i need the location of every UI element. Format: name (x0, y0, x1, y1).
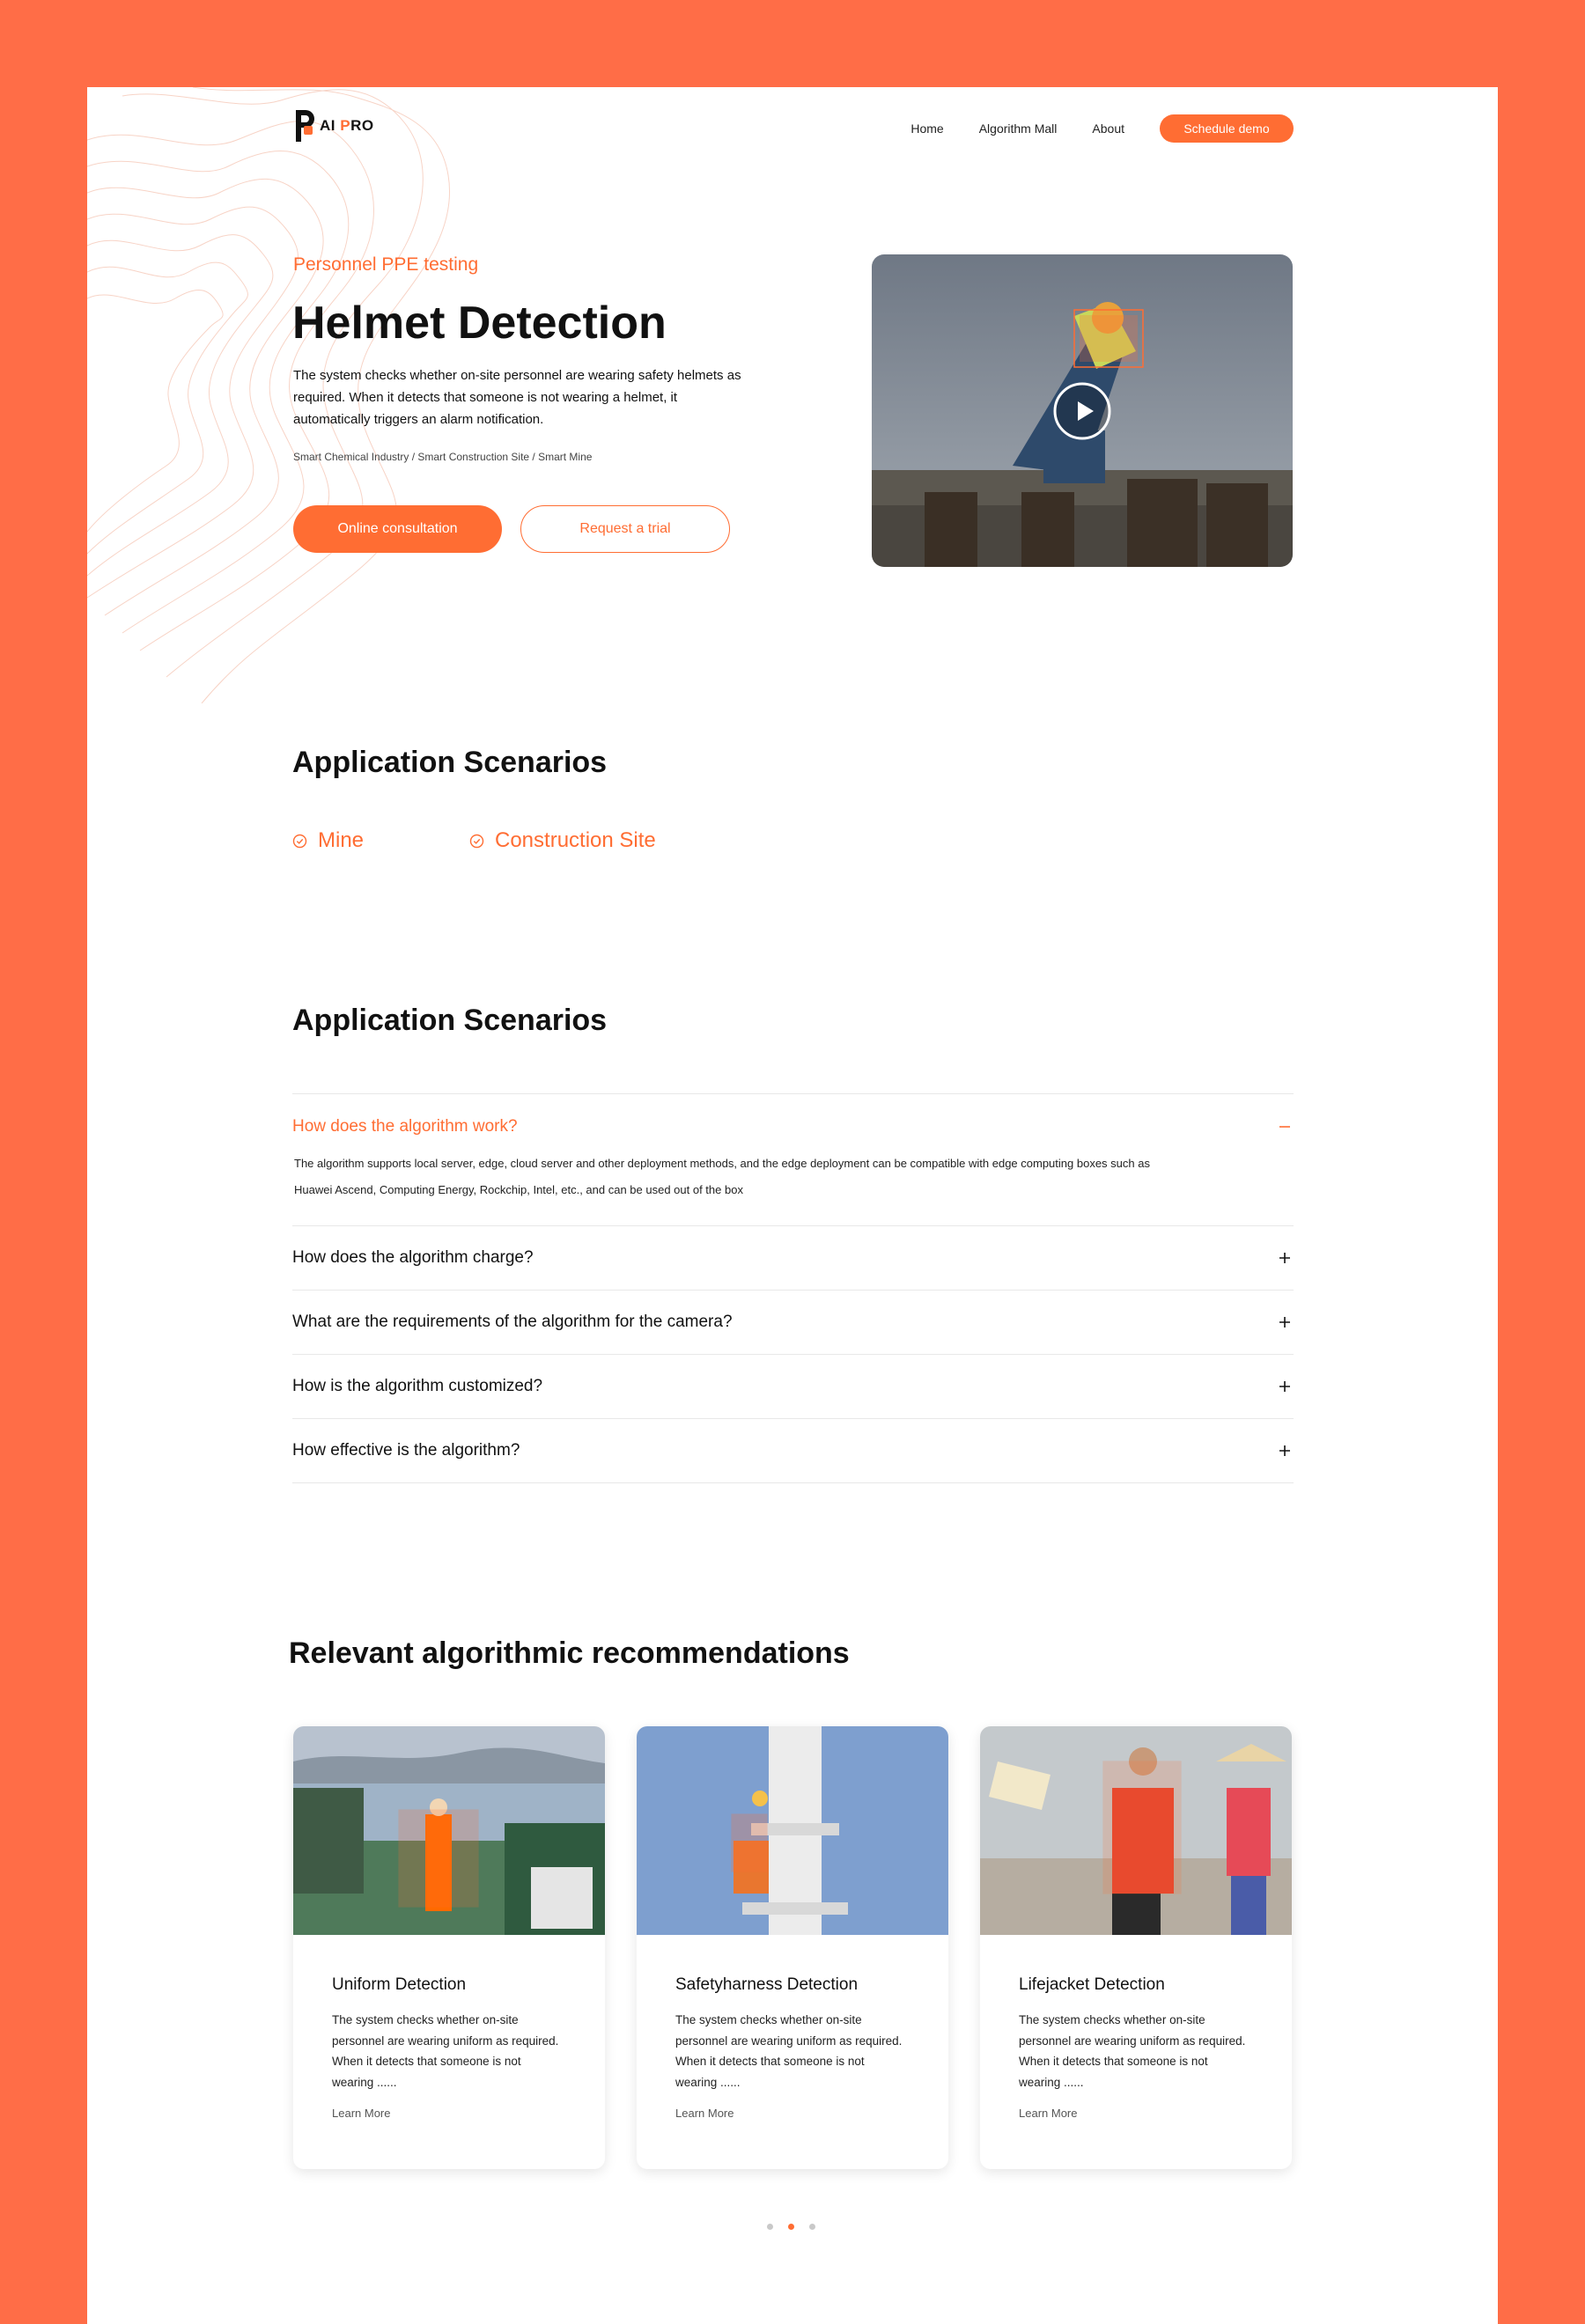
faq-question-text: How is the algorithm customized? (292, 1377, 543, 1395)
lifejacket-detection-image (980, 1726, 1292, 1935)
check-circle-icon (469, 834, 484, 849)
faq-answer: The algorithm supports local server, edge, cloud server and other deployment methods, and the edge deployment can be compatible with edge computing boxes such as Huawei Ascend, Computing Energy, Rockchip, Intel, etc., and can be used out of the box (294, 1157, 1150, 1196)
card-title: Uniform Detection (332, 1975, 467, 1994)
learn-more-link[interactable]: Learn More (1019, 2107, 1078, 2120)
plus-icon[interactable] (1278, 1444, 1292, 1458)
safety-harness-detection-image (637, 1726, 948, 1935)
faq-question[interactable] (292, 1355, 1294, 1418)
faq-item (292, 1418, 1294, 1483)
brand-logo[interactable] (293, 108, 374, 143)
pagination-dot[interactable] (809, 2224, 815, 2230)
card-description: The system checks whether on-site personnel are wearing uniform as required. When it detects that someone is not wearing ...... (332, 2013, 559, 2089)
faq-item (292, 1093, 1294, 1225)
plus-icon[interactable] (1278, 1251, 1292, 1265)
minus-icon[interactable] (1278, 1120, 1292, 1134)
top-nav (910, 114, 1294, 143)
faq-question-text: How effective is the algorithm? (292, 1441, 520, 1460)
scenario-mine[interactable] (292, 828, 364, 853)
faq-question-text: What are the requirements of the algorithm for the camera? (292, 1313, 733, 1331)
page-canvas (87, 87, 1498, 2324)
hero-video[interactable] (872, 254, 1293, 567)
faq-question[interactable] (292, 1419, 1294, 1482)
faq-item (292, 1225, 1294, 1290)
hero-tags: Smart Chemical Industry / Smart Construction Site / Smart Mine (293, 451, 593, 463)
scenario-label: Construction Site (495, 828, 656, 852)
online-consultation-button[interactable]: Online consultation (293, 505, 502, 553)
logo-mark-icon (293, 108, 316, 143)
faq-question-text: How does the algorithm work? (292, 1117, 518, 1136)
faq-question[interactable] (292, 1291, 1294, 1354)
hero-eyebrow: Personnel PPE testing (293, 254, 479, 275)
scenarios-title: Application Scenarios (292, 746, 608, 779)
check-circle-icon (292, 834, 307, 849)
logo-text: AI PRO (320, 117, 374, 134)
hero-description: The system checks whether on-site personnel are wearing safety helmets as required. When it detects that someone is not wearing a helmet, it automatically triggers an alarm notification. (293, 368, 741, 427)
faq-accordion (292, 1093, 1294, 1483)
scenario-construction-site[interactable] (469, 828, 656, 853)
card-title: Safetyharness Detection (675, 1975, 859, 1994)
plus-icon[interactable] (1278, 1379, 1292, 1394)
learn-more-link[interactable]: Learn More (675, 2107, 734, 2120)
request-trial-button[interactable]: Request a trial (520, 505, 730, 553)
carousel-pagination (767, 2224, 815, 2230)
faq-item (292, 1290, 1294, 1354)
nav-home[interactable]: Home (910, 121, 944, 136)
recommendation-card-uniform[interactable] (293, 1726, 605, 2169)
nav-about[interactable]: About (1092, 121, 1124, 136)
card-description: The system checks whether on-site personnel are wearing uniform as required. When it detects that someone is not wearing ...... (1019, 2013, 1246, 2089)
card-title: Lifejacket Detection (1019, 1975, 1165, 1994)
pagination-dot-active[interactable] (788, 2224, 794, 2230)
recommendations-title: Relevant algorithmic recommendations (289, 1636, 850, 1670)
uniform-detection-image (293, 1726, 605, 1935)
faq-title: Application Scenarios (292, 1004, 608, 1037)
faq-item (292, 1354, 1294, 1418)
faq-question[interactable] (292, 1226, 1294, 1290)
scenario-label: Mine (318, 828, 365, 852)
faq-question[interactable] (292, 1094, 1294, 1159)
plus-icon[interactable] (1278, 1315, 1292, 1329)
recommendation-card-lifejacket[interactable] (980, 1726, 1292, 2169)
recommendation-card-safetyharness[interactable] (637, 1726, 948, 2169)
nav-algorithm-mall[interactable]: Algorithm Mall (978, 121, 1058, 136)
faq-question-text: How does the algorithm charge? (292, 1248, 534, 1267)
learn-more-link[interactable]: Learn More (332, 2107, 391, 2120)
pagination-dot[interactable] (767, 2224, 773, 2230)
schedule-demo-button[interactable]: Schedule demo (1160, 114, 1294, 143)
card-description: The system checks whether on-site personnel are wearing uniform as required. When it detects that someone is not wearing ...... (675, 2013, 903, 2089)
page-title: Helmet Detection (292, 298, 667, 349)
play-icon[interactable] (1071, 398, 1097, 424)
